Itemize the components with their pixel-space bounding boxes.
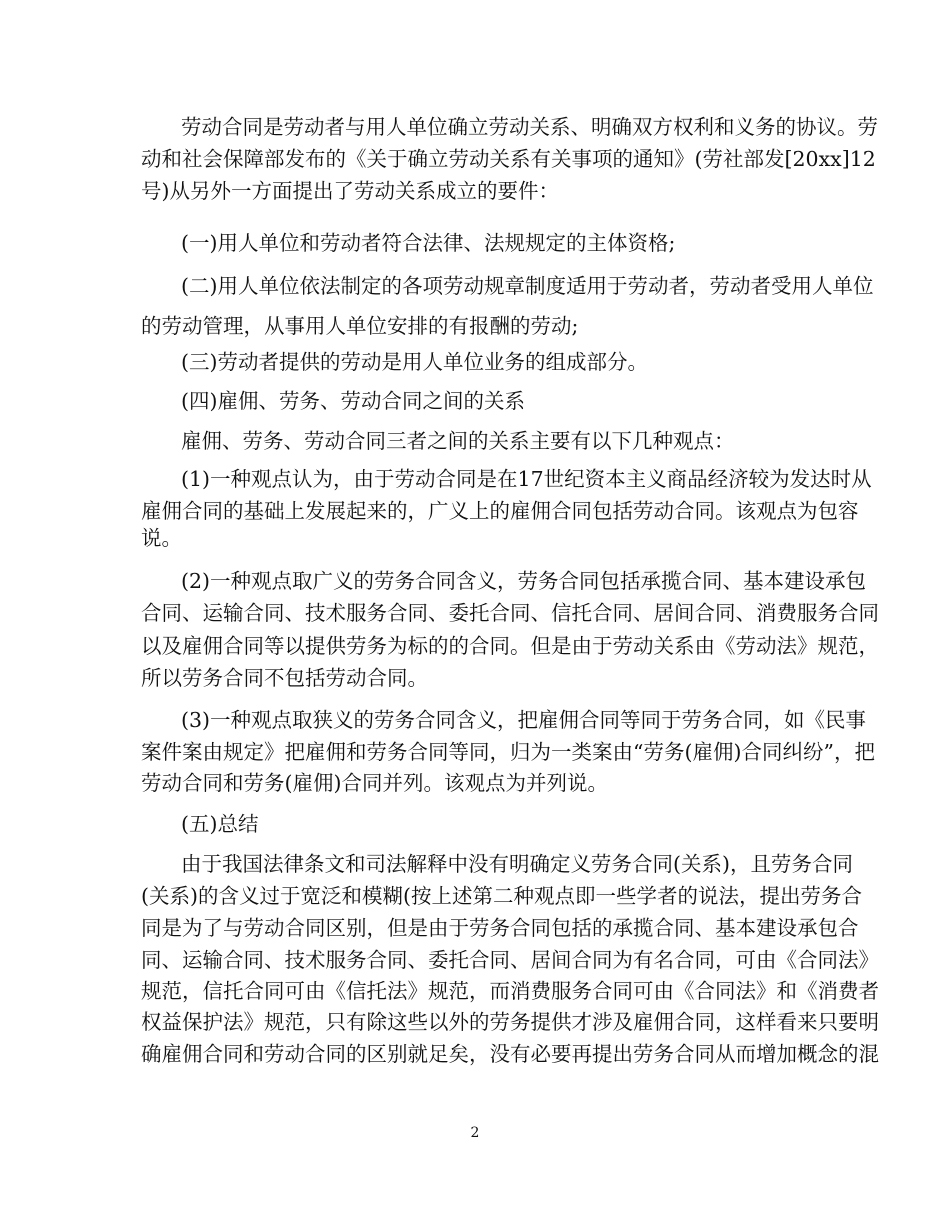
text-line: 说。 (141, 526, 182, 550)
text-line: 合同、运输合同、技术服务合同、委托合同、信托合同、居间合同、消费服务合同 (141, 601, 879, 625)
text-line: (关系)的含义过于宽泛和模糊(按上述第二种观点即一些学者的说法，提出劳务合 (141, 884, 862, 908)
text-line: 所以劳务合同不包括劳动合同。 (141, 666, 428, 690)
text-line: 劳动合同和劳务(雇佣)合同并列。该观点为并列说。 (141, 771, 608, 795)
text-line: (3)一种观点取狭义的劳务合同含义，把雇佣合同等同于劳务合同，如《民事 (181, 708, 867, 732)
text-line: 同是为了与劳动合同区别，但是由于劳务合同包括的承揽合同、基本建设承包合 (141, 916, 859, 940)
text-line: 案件案由规定》把雇佣和劳务合同等同，归为一类案由“劳务(雇佣)合同纠纷”，把 (141, 740, 875, 764)
text-line: (三)劳动者提供的劳动是用人单位业务的组成部分。 (181, 350, 648, 374)
text-line: 动和社会保障部发布的《关于确立劳动关系有关事项的通知》(劳社部发[20xx]12 (141, 147, 876, 171)
text-line: (2)一种观点取广义的劳务合同含义，劳务合同包括承揽合同、基本建设承包 (181, 569, 867, 593)
text-line: (五)总结 (181, 812, 259, 836)
text-line: 规范，信托合同可由《信托法》规范，而消费服务合同可由《合同法》和《消费者 (141, 979, 879, 1003)
text-line: 雇佣、劳务、劳动合同三者之间的关系主要有以下几种观点： (181, 429, 735, 453)
text-line: 雇佣合同的基础上发展起来的，广义上的雇佣合同包括劳动合同。该观点为包容 (141, 499, 859, 523)
page-number: 2 (470, 1125, 480, 1141)
text-line: (四)雇佣、劳务、劳动合同之间的关系 (181, 389, 525, 413)
text-line: 以及雇佣合同等以提供劳务为标的的合同。但是由于劳动关系由《劳动法》规范， (141, 634, 879, 658)
text-line: (一)用人单位和劳动者符合法律、法规规定的主体资格; (181, 231, 676, 255)
text-line: 同、运输合同、技术服务合同、委托合同、居间合同为有名合同，可由《合同法》 (141, 948, 879, 972)
text-line: (二)用人单位依法制定的各项劳动规章制度适用于劳动者，劳动者受用人单位 (181, 274, 874, 298)
text-line: 号)从另外一方面提出了劳动关系成立的要件： (141, 179, 559, 203)
text-line: (1)一种观点认为，由于劳动合同是在17世纪资本主义商品经济较为发达时从 (181, 467, 872, 491)
text-line: 劳动合同是劳动者与用人单位确立劳动关系、明确双方权利和义务的协议。劳 (181, 115, 878, 139)
text-line: 的劳动管理，从事用人单位安排的有报酬的劳动; (141, 314, 579, 338)
text-line: 权益保护法》规范，只有除这些以外的劳务提供才涉及雇佣合同，这样看来只要明 (141, 1010, 879, 1034)
text-line: 确雇佣合同和劳动合同的区别就足矣，没有必要再提出劳务合同从而增加概念的混 (141, 1042, 879, 1066)
text-line: 由于我国法律条文和司法解释中没有明确定义劳务合同(关系)，且劳务合同 (181, 852, 853, 876)
